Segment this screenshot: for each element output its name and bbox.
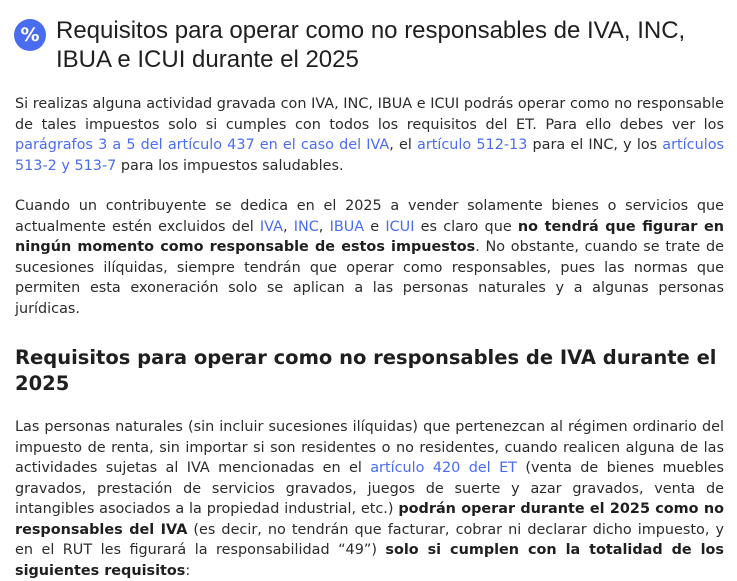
text-segment: Cuando un contribuyente se dedica en el 2025 a vender solamente bienes o servicios que actualmente estén excluidos del [15, 198, 724, 235]
emphasis-text: solo si cumplen con la totalidad de los siguientes requisitos [15, 542, 724, 579]
emphasis-text: podrán operar durante el 2025 como no responsables del IVA [15, 501, 724, 538]
text-segment: : [185, 562, 191, 579]
emphasis-text: no tendrá que figurar en ningún momento como responsable de estos impuestos [15, 218, 725, 255]
text-segment: (es decir, no tendrán que facturar, cobrar ni declarar dicho impuesto, y en el RUT les figurará la responsabilidad “49”) [15, 521, 725, 558]
intro-paragraph [15, 94, 724, 176]
text-segment: para el INC, y los [527, 137, 663, 153]
text-segment: . No obstante, cuando se trate de sucesiones ilíquidas, siempre tendrán que operar como responsables, pues las normas que permiten esta exoneración solo se aplican a las personas naturales y a algunas personas jurídicas. [15, 239, 724, 317]
page-title: Requisitos para operar como no responsables de IVA, INC, IBUA e ICUI durante el 2025 [56, 17, 686, 73]
link-articulo-420[interactable]: artículo 420 del ET [370, 460, 517, 476]
text-segment: Las personas naturales (sin incluir sucesiones ilíquidas) que pertenezcan al régimen ordinario del impuesto de renta, sin importar si son residentes o no residentes, cuando realicen alguna de las actividades sujetas al IVA mencionadas en el [15, 419, 724, 476]
section-heading: Requisitos para operar como no responsables de IVA durante el 2025 [15, 346, 717, 395]
link-ibua[interactable]: IBUA [329, 218, 365, 235]
link-articulo-512-13[interactable]: artículo 512-13 [417, 137, 528, 153]
excluded-goods-paragraph [15, 196, 724, 319]
link-inc[interactable]: INC [293, 218, 319, 235]
percent-icon: % [14, 19, 46, 51]
article-body [15, 94, 724, 581]
link-articulos-513[interactable]: artículos 513-2 y 513-7 [15, 137, 724, 174]
text-segment: , el [389, 137, 418, 153]
link-icui[interactable]: ICUI [385, 218, 415, 235]
text-segment: para los impuestos saludables. [116, 157, 344, 174]
text-segment: , [318, 218, 330, 235]
text-segment: , [282, 218, 294, 235]
text-segment: es claro que [414, 218, 518, 235]
text-segment: e [364, 218, 386, 235]
link-paragrafos-437[interactable]: parágrafos 3 a 5 del artículo 437 en el caso del IVA [15, 137, 390, 153]
text-segment: Si realizas alguna actividad gravada con IVA, INC, IBUA e ICUI podrás operar como no responsable de tales impuestos solo si cumples con todos los requisitos del ET. Para ello debes ver los [15, 96, 724, 133]
requirements-intro-paragraph [15, 417, 724, 581]
text-segment: (venta de bienes muebles gravados, prestación de servicios gravados, juegos de suerte y azar gravados, venta de intangibles asociados a la propiedad industrial, etc.) [15, 460, 724, 517]
link-iva[interactable]: IVA [259, 218, 283, 235]
